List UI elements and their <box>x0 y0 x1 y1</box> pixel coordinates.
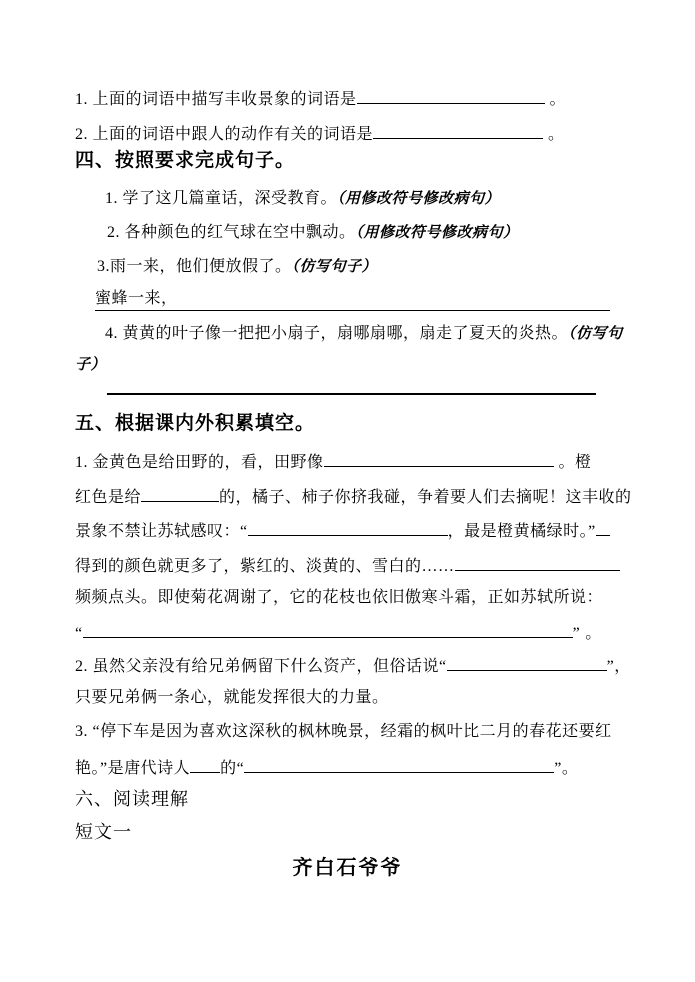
instruction-note: （仿写句子） <box>291 259 378 275</box>
question-text: 1. 上面的词语中描写丰收景象的词语是 <box>75 90 357 108</box>
sentence-item-1 <box>105 188 500 210</box>
fill-item-1-line-3 <box>75 518 610 543</box>
answer-blank <box>455 553 620 571</box>
fill-item-1-quote-answer <box>75 620 602 645</box>
period: 。 <box>549 90 567 108</box>
fill-text: 1. 金黄色是给田野的，看，田野像 <box>75 453 324 471</box>
period: 。 <box>548 125 565 143</box>
instruction-note-continued: 子） <box>75 357 107 373</box>
instruction-note: （用修改符号修改病句） <box>355 225 519 241</box>
fill-item-2-line-1 <box>75 653 631 678</box>
question-text: 2. 上面的词语中跟人的动作有关的词语是 <box>75 125 374 143</box>
passage-title: 齐白石爷爷 <box>292 857 403 879</box>
answer-blank <box>107 376 596 395</box>
fill-item-3-line-2 <box>75 755 578 780</box>
fill-item-1-line-4 <box>75 553 620 578</box>
answer-lead-text: 蜜蜂一来， <box>95 290 178 307</box>
sentence-item-3 <box>97 256 377 278</box>
answer-blank-continuation <box>596 518 610 536</box>
sentence-text: 4. 黄黄的叶子像一把把小扇子，扇哪扇哪，扇走了夏天的炎热。 <box>105 325 569 342</box>
section-four-heading: 四、按照要求完成句子。 <box>75 150 296 171</box>
answer-blank <box>447 653 607 671</box>
answer-blank <box>83 620 573 638</box>
period: 。 <box>585 624 602 642</box>
answer-blank <box>248 518 448 536</box>
fill-text: 2. 虽然父亲没有给兄弟俩留下什么资产，但俗话说“ <box>75 657 447 675</box>
fill-text-after: 的，橘子、柿子你挤我碰，争着要人们去摘呢！这丰收的 <box>219 488 632 506</box>
line-end-text: 。橙 <box>558 453 592 471</box>
open-quote: “ <box>75 624 83 642</box>
fill-question-action-words <box>75 121 565 146</box>
answer-blank <box>141 484 219 502</box>
instruction-note: （用修改符号修改病句） <box>337 191 501 207</box>
answer-blank <box>324 449 554 467</box>
sentence-text: 2. 各种颜色的红气球在空中飘动。 <box>107 224 356 241</box>
fill-text: 得到的颜色就更多了，紫红的、淡黄的、雪白的…… <box>75 557 455 575</box>
sentence-item-4-answer-line <box>107 376 596 402</box>
sentence-item-4-note-wrap <box>75 354 106 376</box>
fill-text-mid: 的“ <box>220 759 245 777</box>
answer-blank <box>373 121 543 139</box>
fill-text: 红色是给 <box>75 488 142 506</box>
fill-item-2-line-2: 只要兄弟俩一条心，就能发挥很大的力量。 <box>75 689 389 706</box>
fill-text-after: ”。 <box>554 759 579 777</box>
sentence-item-3-answer-line <box>95 288 610 311</box>
fill-text: 景象不禁让苏轼感叹：“ <box>75 522 248 540</box>
sentence-item-4 <box>105 323 623 345</box>
answer-blank-poem <box>244 755 554 773</box>
sentence-item-2 <box>107 222 519 244</box>
sentence-text: 3.雨一来，他们便放假了。 <box>97 258 292 275</box>
fill-question-harvest-words <box>75 86 566 111</box>
fill-item-1-line-2 <box>75 484 632 509</box>
answer-blank-poet <box>190 755 220 773</box>
fill-text-after: ”， <box>606 657 631 675</box>
fill-text: 艳。”是唐代诗人 <box>75 759 191 777</box>
fill-item-1-line-5: 频频点头。即使菊花凋谢了，它的花枝也依旧傲寒斗霜，正如苏轼所说： <box>75 589 604 606</box>
section-six-heading: 六、阅读理解 <box>75 789 189 809</box>
instruction-note: （仿写句 <box>568 326 623 342</box>
close-quote: ” <box>572 624 581 642</box>
sentence-text: 1. 学了这几篇童话，深受教育。 <box>105 190 338 207</box>
answer-blank <box>357 86 545 104</box>
fill-text-after: ，最是橙黄橘绿时。” <box>447 522 596 540</box>
answer-line <box>95 288 610 311</box>
fill-item-1-line-1 <box>75 449 592 474</box>
section-five-heading: 五、根据课内外积累填空。 <box>75 413 316 434</box>
passage-one-label: 短文一 <box>75 822 132 842</box>
fill-item-3-line-1: 3. “停下车是因为喜欢这深秋的枫林晚景，经霜的枫叶比二月的春花还要红 <box>75 723 612 740</box>
